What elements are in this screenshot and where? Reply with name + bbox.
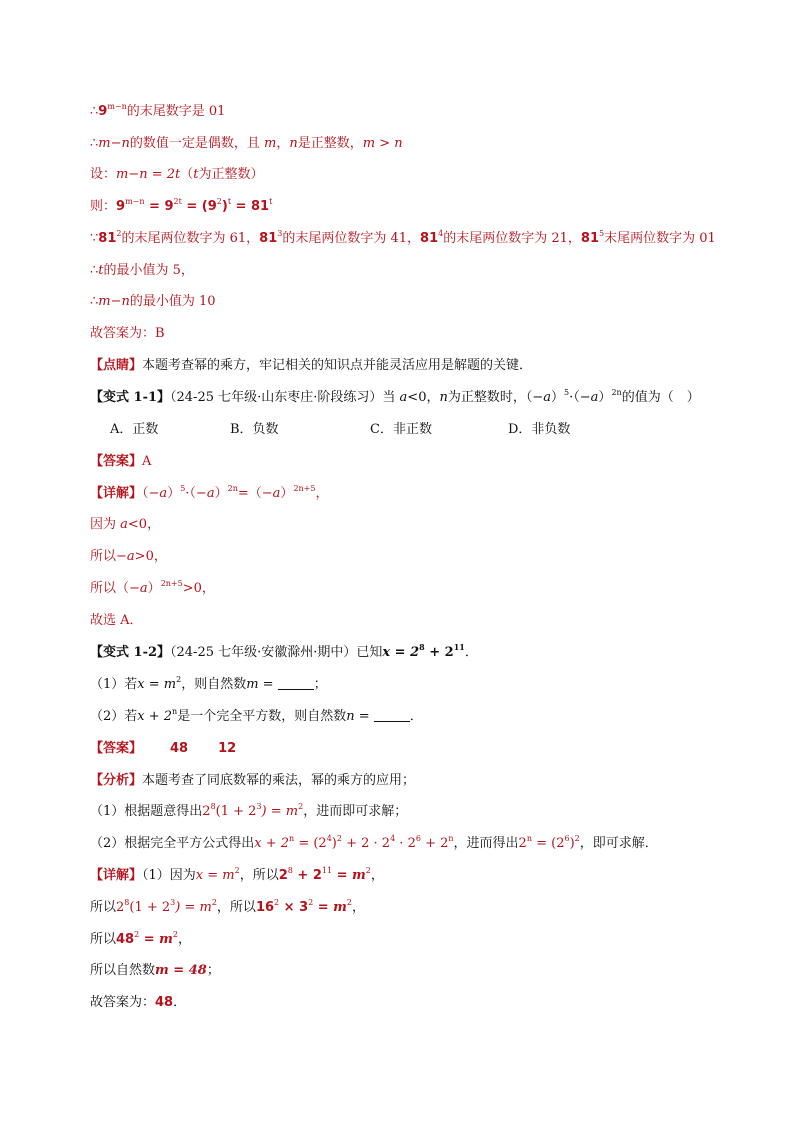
variant-1-1-question xyxy=(90,388,700,408)
line-7 xyxy=(90,292,216,312)
math-var: m xyxy=(264,136,277,151)
math-expr: = 81 xyxy=(231,199,270,214)
math-exponent: 2n xyxy=(611,388,622,397)
detail-text: >0， xyxy=(182,581,215,596)
line-text: 的数值一定是偶数，且 xyxy=(129,136,265,151)
math-exponent: 2 xyxy=(574,834,580,843)
math-var: a xyxy=(120,517,128,532)
math-exponent: 8 xyxy=(419,642,425,652)
math-exponent: 2 xyxy=(211,898,217,907)
math-var: a xyxy=(272,486,281,501)
variant-1-2-detail-3 xyxy=(90,930,191,950)
math-expr: = m xyxy=(313,900,347,915)
detail-text: ，所以 xyxy=(216,900,256,915)
detail-text: ， xyxy=(352,900,366,915)
math-expr: x + 2 xyxy=(137,709,173,724)
detail-text: ， xyxy=(370,868,384,883)
math-exponent: 3 xyxy=(256,802,262,811)
math-expr: m = xyxy=(246,677,278,692)
line-text: 的最小值为 5， xyxy=(103,263,194,278)
variant-tag: 【变式 1-1】 xyxy=(90,390,171,405)
detail-tag: 【详解】 xyxy=(90,868,143,883)
dianjing-text: 本题考查幂的乘方，牢记相关的知识点并能灵活应用是解题的关键． xyxy=(142,358,533,373)
answer-blank[interactable] xyxy=(278,677,314,690)
math-var: a xyxy=(126,549,135,564)
math-var: a xyxy=(590,390,599,405)
math-base: 81 xyxy=(259,231,278,246)
math-exponent: 3 xyxy=(170,898,176,907)
detail-text: ． xyxy=(173,995,187,1010)
line-text: 末尾两位数字为 01 xyxy=(604,231,716,246)
math-expr: = (2 xyxy=(294,836,327,851)
math-exponent: n xyxy=(289,834,295,843)
line-text: 的末尾两位数字为 41， xyxy=(282,231,421,246)
detail-text: ， xyxy=(315,486,329,501)
line-text: 的最小值为 10 xyxy=(129,294,216,309)
math-expr: m > n xyxy=(362,136,403,151)
variant-1-2-q1 xyxy=(90,675,327,695)
math-expr: = (2 xyxy=(531,836,565,851)
question-text: ·（− xyxy=(569,390,591,405)
variant-1-2-detail-2 xyxy=(90,898,365,918)
math-base: 9 xyxy=(116,199,126,214)
question-text: （2）若 xyxy=(90,709,138,724)
line-text: 的末尾两位数字为 21， xyxy=(443,231,581,246)
line-text: 的末尾数字是 01 xyxy=(126,104,226,119)
variant-tag: 【变式 1-2】 xyxy=(90,645,171,660)
math-exponent: t xyxy=(269,197,273,206)
math-expr: x = m xyxy=(137,677,177,692)
line-text: ， xyxy=(276,136,290,151)
math-base: 81 xyxy=(420,231,439,246)
detail-text: 所以− xyxy=(90,549,127,564)
variant-1-1-detail-2 xyxy=(90,515,160,535)
math-var: n xyxy=(289,136,298,151)
variant-1-1-detail-4 xyxy=(90,579,215,599)
variant-1-1-answer xyxy=(90,452,151,472)
detail-text: ） xyxy=(167,486,181,501)
question-source: （24-25 七年级·安徽滁州·期中）已知 xyxy=(170,645,383,660)
math-exponent: m−n xyxy=(125,197,145,206)
detail-tag: 【详解】 xyxy=(90,486,143,501)
math-expr: ) xyxy=(331,836,337,851)
math-expr: = (9 xyxy=(181,199,217,214)
math-var: m−n xyxy=(98,136,130,151)
math-expr: + 2 xyxy=(292,868,322,883)
math-expr: + 2 · 2 xyxy=(341,836,391,851)
math-var: n xyxy=(439,390,448,405)
question-text: ） xyxy=(551,390,565,405)
question-text: ） xyxy=(598,390,612,405)
detail-text: 所以自然数 xyxy=(90,963,156,978)
math-exponent: 2 xyxy=(346,898,353,907)
math-var: a xyxy=(159,486,168,501)
analysis-text: ，即可求解． xyxy=(579,836,658,851)
math-expr: ) xyxy=(221,199,228,214)
line-text: （ xyxy=(180,167,194,182)
options-row xyxy=(110,420,570,440)
math-expr: x + 2 xyxy=(254,836,290,851)
question-text: 的值为（ ） xyxy=(621,390,700,405)
detail-text: ） xyxy=(214,486,228,501)
answer-tag: 【答案】 xyxy=(90,454,143,469)
math-base: 81 xyxy=(98,231,117,246)
math-expr: + 2 xyxy=(420,836,449,851)
variant-1-2-detail-4 xyxy=(90,961,220,981)
math-var: a xyxy=(399,390,408,405)
math-exponent: 2n+5 xyxy=(160,579,183,588)
analysis-text: （2）根据完全平方公式得出 xyxy=(90,836,255,851)
math-expr: m = 48 xyxy=(155,963,207,978)
line-text: 为正整数） xyxy=(198,167,264,182)
math-expr: + 2 xyxy=(424,645,454,660)
math-expr: n = xyxy=(346,709,374,724)
line-1 xyxy=(90,102,225,122)
detail-text: >0， xyxy=(134,549,167,564)
answer-value-2: 12 xyxy=(218,741,237,756)
math-exponent: 11 xyxy=(453,642,465,652)
math-expr: x = m xyxy=(195,868,235,883)
math-exponent: 3 xyxy=(277,229,283,238)
analysis-text: （1）根据题意得出 xyxy=(90,804,203,819)
math-exponent: 2t xyxy=(173,197,182,206)
detail-text: ， xyxy=(178,932,192,947)
line-4 xyxy=(90,197,272,217)
detail-text: 所以 xyxy=(90,900,117,915)
variant-1-2-analysis-2 xyxy=(90,834,658,854)
math-expr: (1 + 2 xyxy=(129,900,171,915)
math-exponent: 6 xyxy=(415,834,421,843)
math-var: t xyxy=(98,263,104,278)
answer-blank[interactable] xyxy=(374,709,410,722)
option-b[interactable]: B．负数 xyxy=(230,422,279,437)
math-exponent: 5 xyxy=(180,484,186,493)
math-var: t xyxy=(193,167,199,182)
line-3 xyxy=(90,165,264,185)
detail-text: 因为 xyxy=(90,517,121,532)
math-expr: 16 xyxy=(255,900,275,915)
line-8 xyxy=(90,324,165,344)
variant-1-2-question xyxy=(90,643,478,663)
detail-text: =（− xyxy=(237,486,273,501)
math-exponent: n xyxy=(526,834,532,843)
variant-1-2-analysis xyxy=(90,771,415,791)
math-exponent: 2 xyxy=(172,930,178,939)
math-exponent: 5 xyxy=(564,388,570,397)
math-expr: = m xyxy=(332,868,366,883)
math-expr: 2 xyxy=(278,868,288,883)
math-exponent: 8 xyxy=(124,898,130,907)
detail-text: 所以 xyxy=(90,932,117,947)
line-text: 则： xyxy=(90,199,117,214)
detail-text: ·（− xyxy=(185,486,207,501)
therefore-symbol: ∴ xyxy=(90,294,99,309)
analysis-text: ，进而即可求解； xyxy=(303,804,408,819)
detail-text: <0， xyxy=(127,517,161,532)
math-exponent: 6 xyxy=(564,834,570,843)
line-text: 是正整数， xyxy=(297,136,363,151)
line-text: 故答案为：B xyxy=(90,326,165,341)
math-expr: ) = m xyxy=(175,900,212,915)
answer-tag: 【答案】 xyxy=(90,741,143,756)
math-exponent: t xyxy=(227,197,232,206)
math-exponent: 2 xyxy=(176,675,182,684)
variant-1-2-analysis-1 xyxy=(90,802,407,822)
question-text: ； xyxy=(313,677,327,692)
math-exponent: 2n xyxy=(227,484,238,493)
math-exponent: n xyxy=(448,834,454,843)
detail-text: （− xyxy=(142,486,160,501)
math-expr: = 9 xyxy=(144,199,174,214)
answer-value-1: 48 xyxy=(170,741,189,756)
math-expr: 2 xyxy=(116,900,125,915)
math-var: a xyxy=(206,486,215,501)
math-expr: 2 xyxy=(202,804,211,819)
detail-text: ； xyxy=(206,963,220,978)
variant-1-1-detail-1 xyxy=(90,484,329,504)
because-symbol: ∵ xyxy=(90,231,99,246)
math-exponent: 4 xyxy=(326,834,332,843)
math-expr: · 2 xyxy=(395,836,416,851)
math-exponent: 5 xyxy=(599,229,605,238)
detail-text: ，所以 xyxy=(239,868,279,883)
math-var: a xyxy=(543,390,552,405)
answer-value: A xyxy=(142,454,152,469)
math-exponent: 2 xyxy=(274,898,280,907)
option-d[interactable]: D．非负数 xyxy=(508,422,571,437)
question-source: （24-25 七年级·山东枣庄·阶段练习）当 xyxy=(170,390,400,405)
detail-text: ） xyxy=(280,486,294,501)
line-5 xyxy=(90,229,716,249)
math-exponent: 2 xyxy=(308,898,314,907)
detail-text: 故选 A． xyxy=(90,613,143,628)
math-expr: × 3 xyxy=(279,900,309,915)
math-exponent: 2 xyxy=(116,229,122,238)
math-exponent: 8 xyxy=(210,802,216,811)
answer-value: 48 xyxy=(155,995,174,1010)
question-text: ． xyxy=(409,709,423,724)
math-expr: 2 xyxy=(518,836,527,851)
math-exponent: 4 xyxy=(438,229,444,238)
question-text: 是一个完全平方数，则自然数 xyxy=(177,709,347,724)
math-expr: ) xyxy=(569,836,575,851)
detail-text: ） xyxy=(147,581,161,596)
math-expr: (1 + 2 xyxy=(215,804,257,819)
math-expr: x = 2 xyxy=(382,645,420,660)
variant-1-1-detail-5 xyxy=(90,611,143,631)
math-exponent: m−n xyxy=(107,102,127,111)
dianjing-tag: 【点睛】 xyxy=(90,358,143,373)
math-exponent: 2n+5 xyxy=(293,484,316,493)
therefore-symbol: ∴ xyxy=(90,136,99,151)
line-text: 设： xyxy=(90,167,117,182)
therefore-symbol: ∴ xyxy=(90,104,99,119)
therefore-symbol: ∴ xyxy=(90,263,99,278)
math-exponent: 2 xyxy=(298,802,304,811)
detail-text: 所以（− xyxy=(90,581,140,596)
math-exponent: 11 xyxy=(321,866,333,875)
variant-1-2-detail-5 xyxy=(90,993,186,1013)
variant-1-2-q2 xyxy=(90,707,423,727)
math-expr: 48 xyxy=(116,932,135,947)
question-text: <0， xyxy=(407,390,440,405)
question-text: ，则自然数 xyxy=(181,677,247,692)
detail-text: 故答案为： xyxy=(90,995,156,1010)
variant-1-1-detail-3 xyxy=(90,547,167,567)
variant-1-2-detail-1 xyxy=(90,866,384,886)
math-exponent: 2 xyxy=(134,930,140,939)
line-text: 的末尾两位数字为 61， xyxy=(121,231,260,246)
math-var: m−n xyxy=(98,294,130,309)
math-base: 9 xyxy=(98,104,108,119)
math-exponent: 2 xyxy=(365,866,371,875)
math-base: 81 xyxy=(580,231,599,246)
analysis-tag: 【分析】 xyxy=(90,773,143,788)
math-expr: m−n = 2t xyxy=(116,167,181,182)
math-exponent: 4 xyxy=(390,834,396,843)
dianjing-line xyxy=(90,356,532,376)
math-exponent: 2 xyxy=(234,866,240,875)
variant-1-2-answer xyxy=(90,739,236,759)
question-text: （1）若 xyxy=(90,677,138,692)
analysis-text: 本题考查了同底数幂的乘法，幂的乘方的应用； xyxy=(142,773,416,788)
question-text: 为正整数时，（− xyxy=(447,390,544,405)
line-6 xyxy=(90,261,194,281)
line-2 xyxy=(90,134,403,154)
math-var: a xyxy=(139,581,148,596)
analysis-text: ，进而得出 xyxy=(453,836,519,851)
detail-text: （1）因为 xyxy=(142,868,196,883)
math-exponent: 2 xyxy=(216,197,222,206)
math-exponent: 2 xyxy=(336,834,342,843)
option-a[interactable]: A．正数 xyxy=(110,422,159,437)
question-text: ． xyxy=(464,645,478,660)
math-expr: = m xyxy=(139,932,173,947)
math-exponent: n xyxy=(172,707,178,716)
math-exponent: 8 xyxy=(287,866,293,875)
math-expr: ) = m xyxy=(261,804,299,819)
option-c[interactable]: C．非正数 xyxy=(370,422,432,437)
